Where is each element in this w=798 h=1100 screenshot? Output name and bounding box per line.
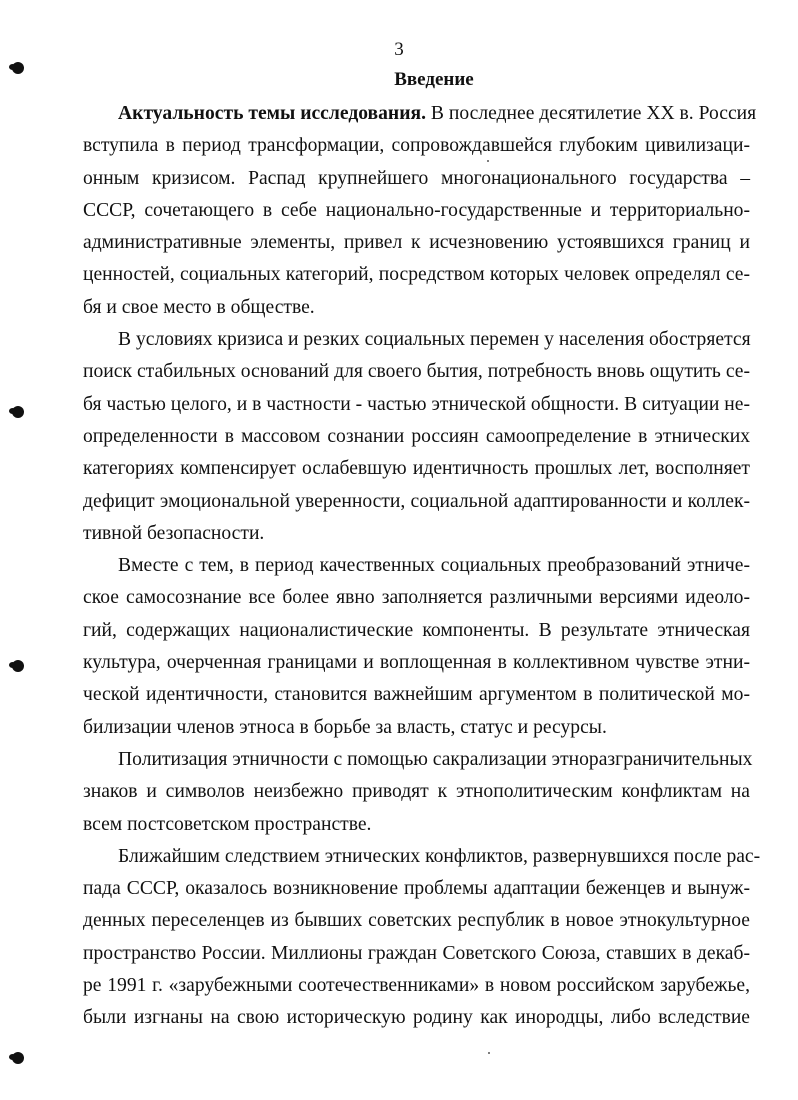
paragraph-lead: Актуальность темы исследования.: [118, 103, 426, 124]
text-line: пада СССР, оказалось возникновение проблемы адаптации беженцев и вынуж-: [83, 878, 750, 900]
text-line: пространство России. Миллионы граждан Советского Союза, ставших в декаб-: [83, 942, 750, 964]
text-line: Ближайшим следствием этнических конфликтов, развернувшихся после рас-: [118, 845, 761, 867]
text-line: Вместе с тем, в период качественных социальных преобразований этниче-: [118, 555, 750, 577]
paragraph: [83, 98, 757, 324]
body-text: [83, 98, 761, 1035]
paragraph: [83, 841, 761, 1035]
text-line: ре 1991 г. «зарубежными соотечественниками» в новом российском зарубежье,: [83, 975, 750, 997]
text-line: дефицит эмоциональной уверенности, социальной адаптированности и коллек-: [83, 490, 750, 512]
paragraph: [83, 550, 750, 744]
section-heading: Введение: [394, 69, 474, 90]
text-line: поиск стабильных оснований для своего бытия, потребность вновь ощутить се-: [83, 361, 750, 383]
text-line: знаков и символов неизбежно приводят к этнополитическим конфликтам на: [83, 781, 750, 803]
scan-speck: [488, 1052, 490, 1054]
text-line: ценностей, социальных категорий, посредством которых человек определял се-: [83, 264, 750, 286]
text-line: всем постсоветском пространстве.: [83, 813, 372, 835]
text-line: вступила в период трансформации, сопровождавшейся глубоким цивилизаци-: [83, 135, 750, 157]
text-line: культура, очерченная границами и воплощенная в коллективном чувстве этни-: [83, 652, 750, 674]
text-line: ское самосознание все более явно заполняется различными версиями идеоло-: [83, 587, 750, 609]
text-line: были изгнаны на свою историческую родину как инородцы, либо вследствие: [83, 1007, 750, 1029]
text-line: тивной безопасности.: [83, 522, 265, 544]
text-line: денных переселенцев из бывших советских республик в новое этнокультурное: [83, 910, 750, 932]
text-line: бя и свое место в обществе.: [83, 296, 315, 318]
text-line: В условиях кризиса и резких социальных перемен у населения обостряется: [118, 329, 751, 351]
text-line: определенности в массовом сознании россиян самоопределение в этнических: [83, 425, 750, 447]
paragraph: [83, 744, 753, 841]
page-number: 3: [394, 39, 404, 60]
text-line: онным кризисом. Распад крупнейшего многонационального государства –: [83, 167, 750, 189]
text-line: Актуальность темы исследования. В последнее десятилетие XX в. Россия: [118, 103, 757, 124]
text-line: билизации членов этноса в борьбе за власть, статус и ресурсы.: [83, 716, 607, 738]
paragraph: [83, 324, 751, 550]
binder-hole-mark: [12, 406, 24, 418]
text-line: ческой идентичности, становится важнейшим аргументом в политической мо-: [83, 684, 750, 706]
text-line: СССР, сочетающего в себе национально-государственные и территориально-: [83, 199, 750, 221]
text-line: категориях компенсирует ослабевшую идентичность прошлых лет, восполняет: [83, 458, 750, 480]
text-line: бя частью целого, и в частности - частью этнической общности. В ситуации не-: [83, 393, 750, 415]
binder-hole-mark: [12, 660, 24, 672]
text-line: гий, содержащих националистические компоненты. В результате этническая: [83, 619, 750, 641]
text-line: Политизация этничности с помощью сакрализации этноразграничительных: [118, 748, 753, 770]
binder-hole-mark: [12, 1052, 24, 1064]
text-line: административные элементы, привел к исчезновению устоявшихся границ и: [83, 232, 750, 254]
